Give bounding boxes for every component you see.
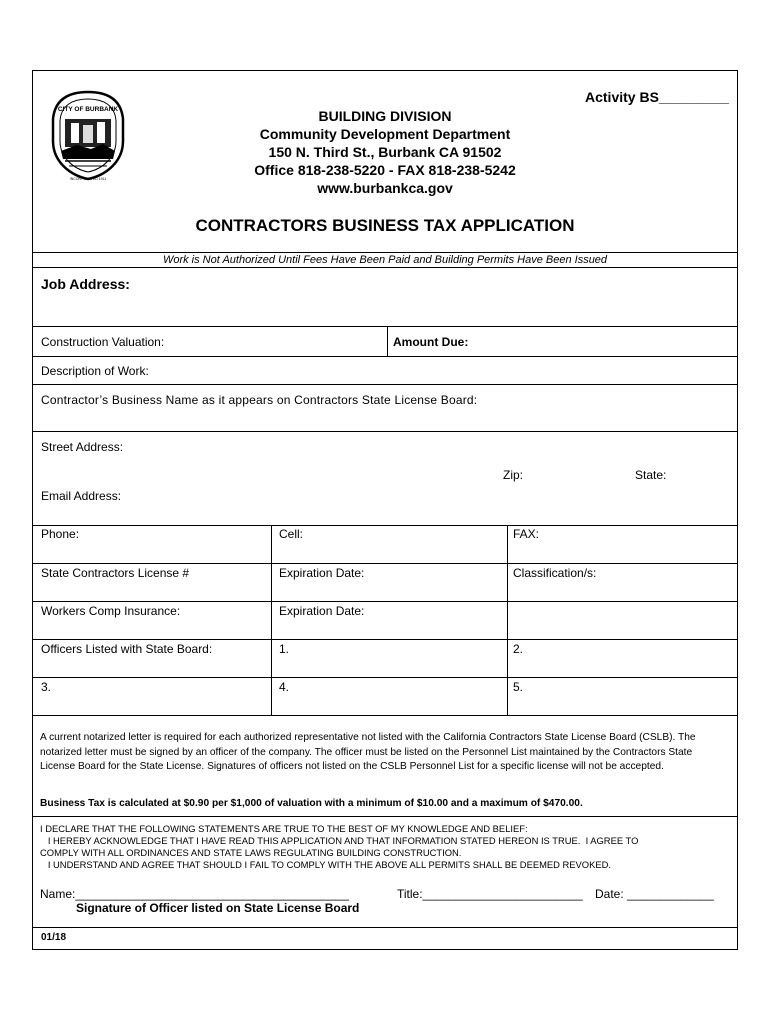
state-label: State: — [635, 468, 667, 482]
amount-due-label: Amount Due: — [393, 335, 469, 349]
officer-4-label: 4. — [279, 680, 290, 694]
tax-calculation-statement: Business Tax is calculated at $0.90 per $1,000 of valuation with a minimum of $10.00 and a maximum of $470.00. — [40, 798, 583, 809]
name-signature-line[interactable]: Name:_________________________________________ — [40, 887, 349, 901]
email-address-field[interactable] — [33, 483, 737, 525]
application-form — [32, 70, 738, 950]
office-address: 150 N. Third St., Burbank CA 91502 — [268, 144, 502, 160]
zip-label: Zip: — [503, 468, 524, 482]
title-line[interactable]: Title:________________________ — [397, 887, 583, 901]
authorization-notice: Work is Not Authorized Until Fees Have Been Paid and Building Permits Have Been Issued — [162, 254, 608, 266]
form-title: CONTRACTORS BUSINESS TAX APPLICATION — [195, 216, 575, 235]
officer-3-label: 3. — [41, 680, 52, 694]
declaration-line-1: I DECLARE THAT THE FOLLOWING STATEMENTS ARE TRUE TO THE BEST OF MY KNOWLEDGE AND BELIEF: — [40, 823, 528, 834]
department-name: Community Development Department — [259, 126, 511, 142]
seal-text: CITY OF BURBANK — [57, 106, 119, 113]
form-revision-code: 01/18 — [41, 932, 67, 943]
street-address-field[interactable] — [33, 432, 737, 462]
job-address-field[interactable] — [33, 268, 737, 326]
construction-valuation-field[interactable] — [33, 327, 387, 355]
license-expiration-label: Expiration Date: — [279, 566, 365, 580]
division-name: BUILDING DIVISION — [318, 108, 452, 124]
officer-5-label: 5. — [513, 680, 524, 694]
state-license-label: State Contractors License # — [41, 566, 190, 580]
fax-label: FAX: — [513, 527, 540, 541]
job-address-label: Job Address: — [41, 276, 130, 292]
officer-1-label: 1. — [279, 642, 290, 656]
declaration-line-3: COMPLY WITH ALL ORDINANCES AND STATE LAWS REGULATING BUILDING CONSTRUCTION. — [40, 847, 462, 858]
business-name-field[interactable] — [33, 385, 737, 430]
date-line[interactable]: Date: _____________ — [595, 887, 714, 901]
office-phone-fax: Office 818-238-5220 - FAX 818-238-5242 — [254, 162, 516, 178]
declaration-line-2: I HEREBY ACKNOWLEDGE THAT I HAVE READ THIS APPLICATION AND THAT INFORMATION STATED HEREON IS TRUE. I AGREE TO — [40, 835, 639, 846]
website: www.burbankca.gov — [317, 180, 453, 196]
phone-label: Phone: — [41, 527, 80, 541]
street-address-label: Street Address: — [41, 440, 124, 454]
activity-label: Activity BS_________ — [585, 89, 729, 105]
seal-bottom-text: INCORPORATED 1911 — [69, 177, 107, 181]
description-of-work-field[interactable] — [33, 357, 737, 384]
description-of-work-label: Description of Work: — [41, 364, 149, 378]
declaration-line-4: I UNDERSTAND AND AGREE THAT SHOULD I FAIL TO COMPLY WITH THE ABOVE ALL PERMITS SHALL BE DEEMED REVOKED. — [40, 859, 611, 870]
notarized-letter-notice: A current notarized letter is required for each authorized representative not listed with the California Contractors State License Board (CSLB). The notarized letter must be signed by an officer of the company. The officer must be listed on the Personnel List maintained by the Contractors State License Board for the State License. Signatures of officers not listed on the CSLB Personnel List for a specific license will not be accepted. — [40, 732, 696, 772]
workers-comp-label: Workers Comp Insurance: — [41, 604, 181, 618]
business-name-label: Contractor’s Business Name as it appears on Contractors State License Board: — [41, 393, 478, 407]
workers-comp-expiration-label: Expiration Date: — [279, 604, 365, 618]
classification-label: Classification/s: — [513, 566, 597, 580]
construction-valuation-label: Construction Valuation: — [41, 335, 165, 349]
officer-2-label: 2. — [513, 642, 524, 656]
cell-label: Cell: — [279, 527, 304, 541]
amount-due-field[interactable] — [388, 327, 737, 355]
officers-listed-label: Officers Listed with State Board: — [41, 642, 213, 656]
email-address-label: Email Address: — [41, 489, 122, 503]
signature-caption: Signature of Officer listed on State License Board — [76, 901, 360, 915]
